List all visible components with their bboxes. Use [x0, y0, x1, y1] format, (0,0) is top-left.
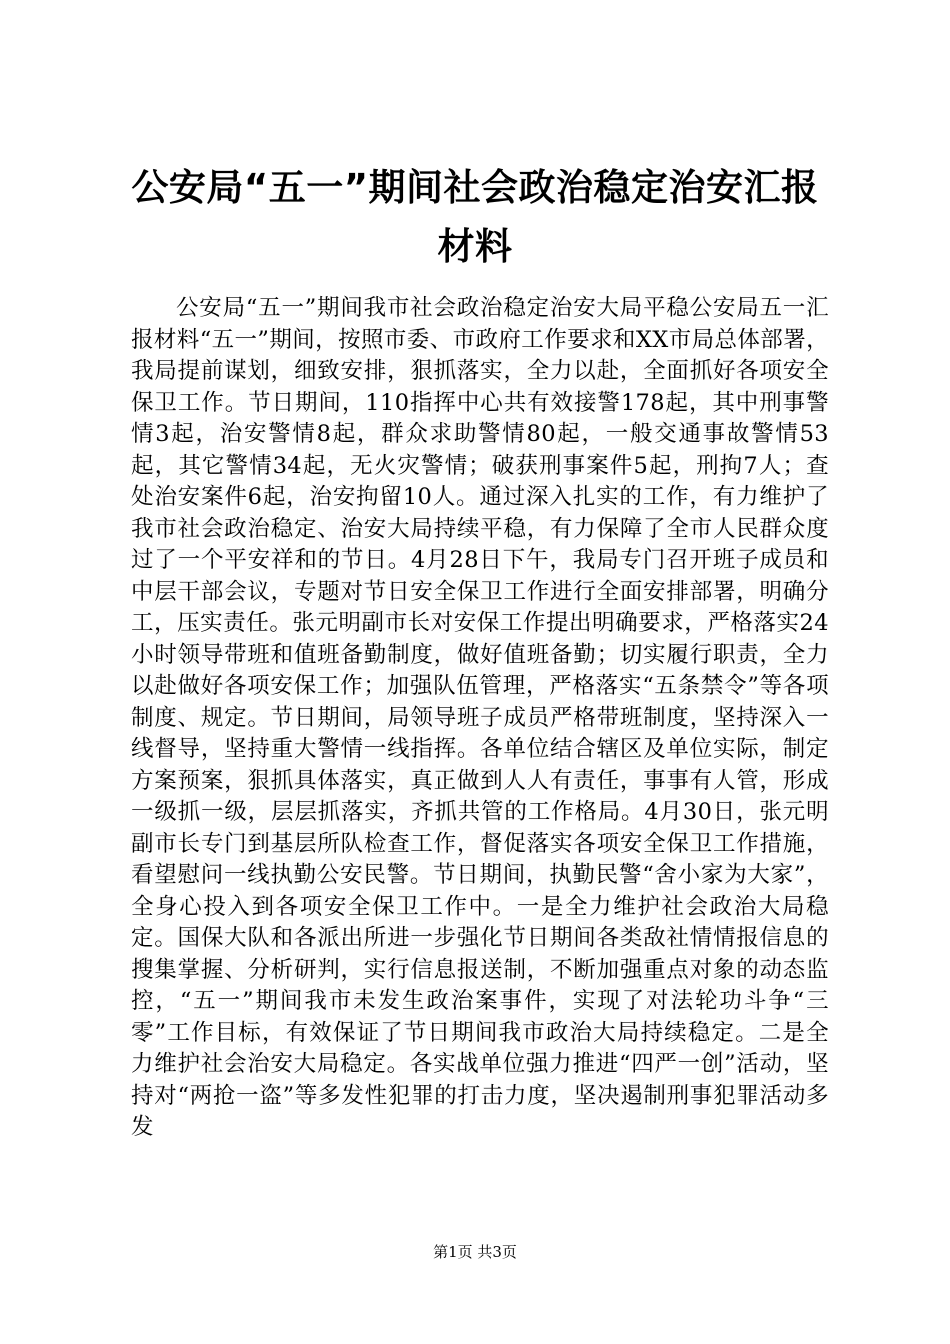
document-title: 公安局“五一”期间社会政治稳定治安汇报材料 — [131, 166, 819, 268]
page-footer: 第1页 共3页 — [433, 1243, 517, 1261]
body-paragraph: 公安局“五一”期间我市社会政治稳定治安大局平稳公安局五一汇报材料“五一”期间，按照市委、市政府工作要求和XX市局总体部署，我局提前谋划，细致安排，狠抓落实，全力以赴，全面抓好各项安全保卫工作。节日期间，110指挥中心共有效接警178起，其中刑事警情3起，治安警情8起，群众求助警情80起，一般交通事故警情53起，其它警情34起，无火灾警情；破获刑事案件5起，刑拘7人；查处治安案件6起，治安拘留10人。通过深入扎实的工作，有力维护了我市社会政治稳定、治安大局持续平稳，有力保障了全市人民群众度过了一个平安祥和的节日。4月28日下午，我局专门召开班子成员和中层干部会议，专题对节日安全保卫工作进行全面安排部署，明确分工，压实责任。张元明副市长对安保工作提出明确要求，严格落实24小时领导带班和值班备勤制度，做好值班备勤；切实履行职责，全力以赴做好各项安保工作；加强队伍管理，严格落实“五条禁令”等各项制度、规定。节日期间，局领导班子成员严格带班制度，坚持深入一线督导，坚持重大警情一线指挥。各单位结合辖区及单位实际，制定方案预案，狠抓具体落实，真正做到人人有责任，事事有人管，形成一级抓一级，层层抓落实，齐抓共管的工作格局。4月30日，张元明副市长专门到基层所队检查工作，督促落实各项安全保卫工作措施，看望慰问一线执勤公安民警。节日期间，执勤民警“舍小家为大家”，全身心投入到各项安全保卫工作中。一是全力维护社会政治大局稳定。国保大队和各派出所进一步强化节日期间各类敌社情情报信息的搜集掌握、分析研判，实行信息报送制，不断加强重点对象的动态监控，“五一”期间我市未发生政治案事件，实现了对法轮功斗争“三零”工作目标，有效保证了节日期间我市政治大局持续稳定。二是全力维护社会治安大局稳定。各实战单位强力推进“四严一创”活动，坚持对“两抢一盗”等多发性犯罪的打击力度，坚决遏制刑事犯罪活动多发 — [131, 295, 829, 1140]
